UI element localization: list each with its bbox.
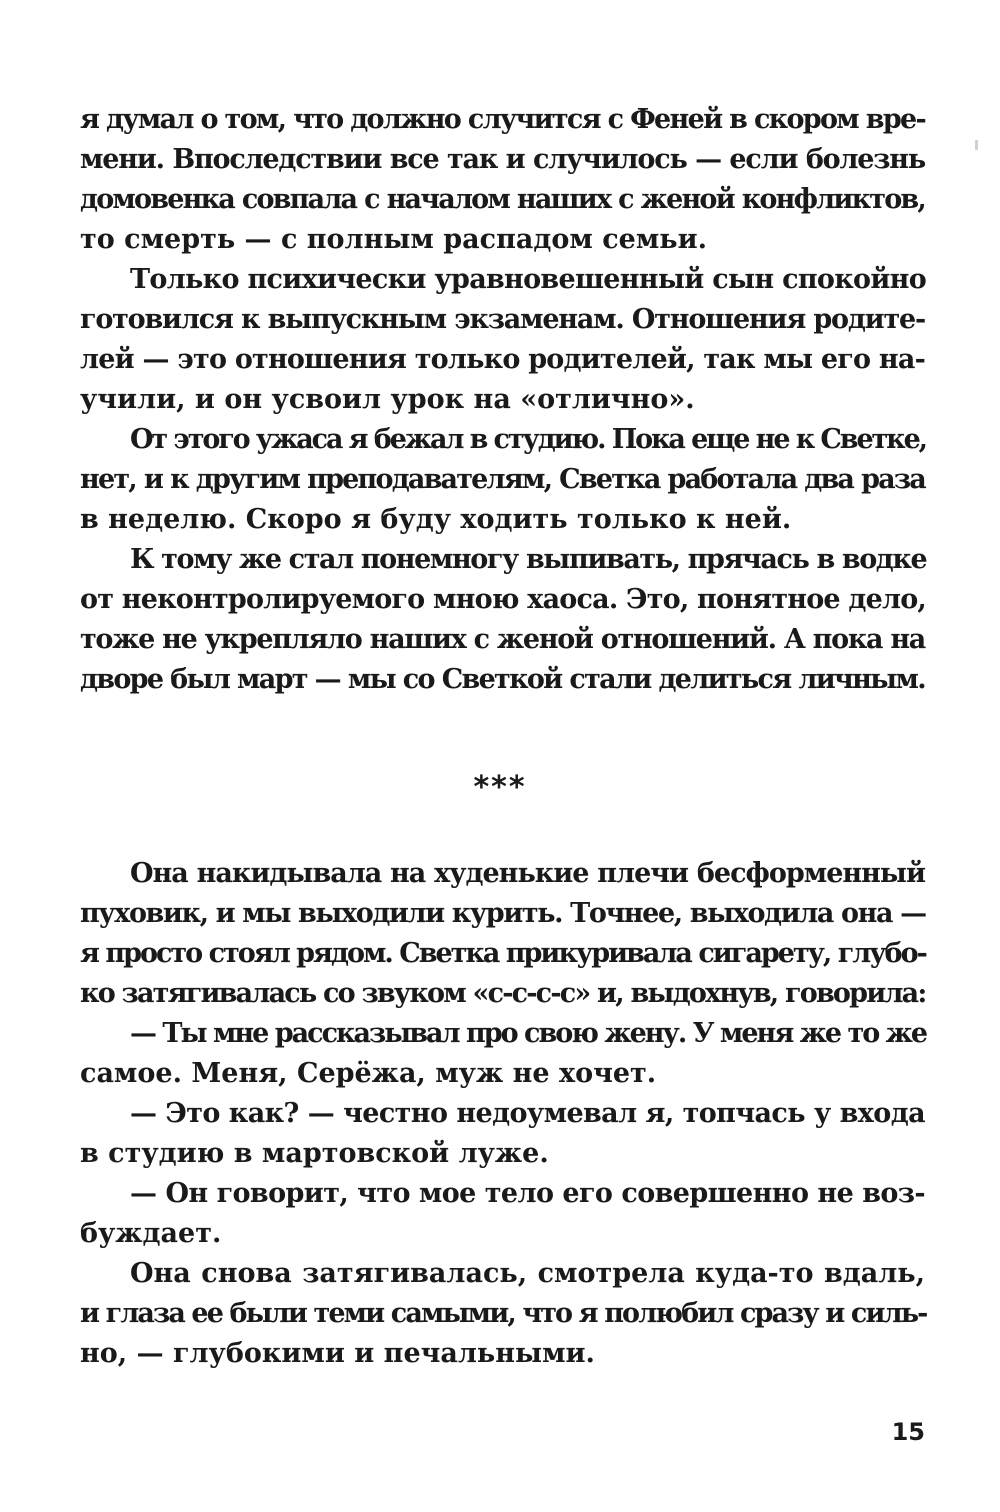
text-line: я думал о том, что должно случится с Феней в скором вре- <box>80 104 925 135</box>
text-line: но, — глубокими и печальными. <box>80 1338 595 1369</box>
page-edge-mark <box>975 140 978 150</box>
text-line: готовился к выпускным экзаменам. Отношения родите- <box>80 304 925 335</box>
text-line: — Он говорит, что мое тело его совершенно не воз- <box>130 1178 925 1209</box>
text-line: в неделю. Скоро я буду ходить только к ней. <box>80 504 792 535</box>
text-line: учили, и он усвоил урок на «отлично». <box>80 384 695 415</box>
text-line: домовенка совпала с началом наших с женой конфликтов, <box>80 184 925 215</box>
text-line: то смерть — с полным распадом семьи. <box>80 224 708 255</box>
text-line: — Это как? — честно недоумевал я, топчась у входа <box>130 1098 925 1129</box>
text-line: нет, и к другим преподавателям, Светка работала два раза <box>80 464 925 495</box>
text-line: К тому же стал понемногу выпивать, прячась в водке <box>130 544 927 575</box>
text-line: — Ты мне рассказывал про свою жену. У меня же то же <box>130 1018 927 1049</box>
text-block-after-separator <box>80 854 925 1374</box>
text-line: мени. Впоследствии все так и случилось — если болезнь <box>80 144 925 175</box>
text-line: и глаза ее были теми самыми, что я полюбил сразу и силь- <box>80 1298 927 1329</box>
text-line: самое. Меня, Серёжа, муж не хочет. <box>80 1058 657 1089</box>
text-line: Она снова затягивалась, смотрела куда-то вдаль, <box>130 1258 925 1289</box>
text-line: Только психически уравновешенный сын спокойно <box>130 264 927 295</box>
text-line: лей — это отношения только родителей, так мы его на- <box>80 344 925 375</box>
page-number: 15 <box>891 1418 925 1446</box>
text-line: ко затягивалась со звуком «с-с-с-с» и, выдохнув, говорила: <box>80 978 926 1009</box>
text-line: в студию в мартовской луже. <box>80 1138 549 1169</box>
text-line: тоже не укрепляло наших с женой отношений. А пока на <box>80 624 925 655</box>
text-line: я просто стоял рядом. Светка прикуривала сигарету, глубо- <box>80 938 926 969</box>
section-separator: *** <box>473 770 527 805</box>
text-line: дворе был март — мы со Светкой стали делиться личным. <box>80 664 925 695</box>
text-line: буждает. <box>80 1218 222 1249</box>
text-line: пуховик, и мы выходили курить. Точнее, выходила она — <box>80 898 926 929</box>
text-line: От этого ужаса я бежал в студию. Пока еще не к Светке, <box>130 424 926 455</box>
text-line: Она накидывала на худенькие плечи бесформенный <box>130 858 925 889</box>
text-line: от неконтролируемого мною хаоса. Это, понятное дело, <box>80 584 927 615</box>
text-block-before-separator <box>80 100 925 700</box>
